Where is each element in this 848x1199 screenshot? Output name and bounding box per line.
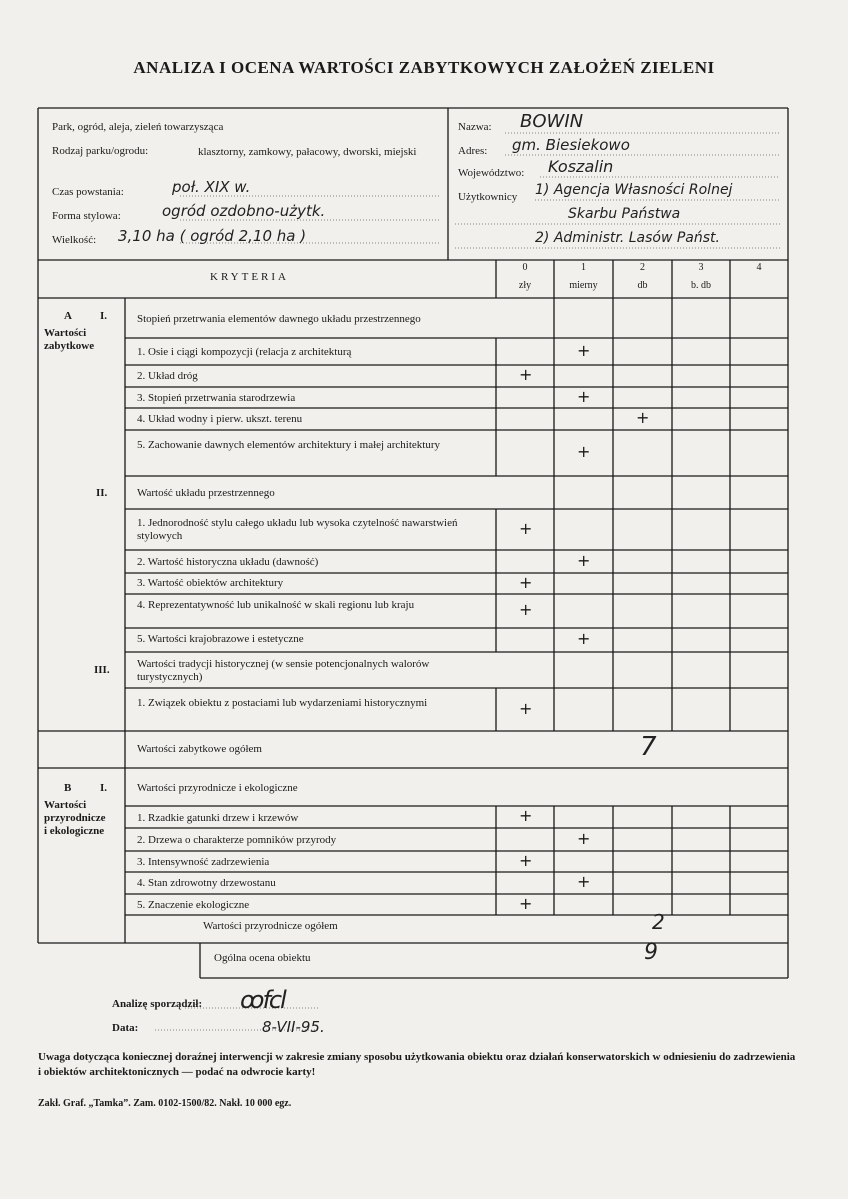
a1-item-5: 5. Zachowanie dawnych elementów architektury i małej architektury xyxy=(137,439,440,451)
mark-b-2: + xyxy=(577,828,591,848)
mark-a1-2: + xyxy=(519,365,533,384)
section-a-iii-roman: III. xyxy=(94,664,110,676)
forma-label: Forma stylowa: xyxy=(52,210,121,222)
date-value: 8-VII-95. xyxy=(262,1018,325,1036)
nazwa-label: Nazwa: xyxy=(458,121,492,133)
uzytkownicy-value-3: 2) Administr. Lasów Państ. xyxy=(535,230,720,246)
adres-value: gm. Biesiekowo xyxy=(512,136,630,154)
mark-a1-5: + xyxy=(577,442,591,461)
a2-item-3: 3. Wartość obiektów architektury xyxy=(137,577,284,589)
page-title: ANALIZA I OCENA WARTOŚCI ZABYTKOWYCH ZAŁOŻEŃ ZIELENI xyxy=(133,58,715,77)
col-num-1: 1 xyxy=(581,262,586,273)
mark-a2-4: + xyxy=(519,600,533,619)
wielkosc-value: 3,10 ha ( ogród 2,10 ha ) xyxy=(118,227,307,245)
group-a1-title: Stopień przetrwania elementów dawnego układu przestrzennego xyxy=(137,313,421,325)
mark-a1-3: + xyxy=(577,386,591,406)
a2-item-1: 1. Jednorodność stylu całego układu lub wysoka czytelność nawarstwień stylowych xyxy=(137,517,458,542)
col-num-3: 3 xyxy=(698,262,704,273)
col-num-4: 4 xyxy=(756,262,762,273)
a2-item-4: 4. Reprezentatywność lub unikalność w skali regionu lub kraju xyxy=(137,599,415,611)
mark-b-1: + xyxy=(519,806,533,825)
section-b-name: Wartości przyrodnicze i ekologiczne xyxy=(44,799,106,837)
a2-item-5: 5. Wartości krajobrazowe i estetyczne xyxy=(137,633,304,645)
b-item-1: 1. Rzadkie gatunki drzew i krzewów xyxy=(137,812,299,824)
col-name-0: zły xyxy=(518,280,532,291)
section-a-ii-roman: II. xyxy=(96,487,108,499)
b-item-4: 4. Stan zdrowotny drzewostanu xyxy=(137,877,276,889)
rodzaj-label: Rodzaj parku/ogrodu: xyxy=(52,145,149,157)
a1-item-4: 4. Układ wodny i pierw. ukszt. terenu xyxy=(137,413,303,425)
adres-label: Adres: xyxy=(458,145,488,157)
mark-a2-3: + xyxy=(519,572,533,592)
analiza-label: Analizę sporządził: xyxy=(112,998,203,1010)
section-a-total-value: 7 xyxy=(640,732,657,762)
wojewodztwo-value: Koszalin xyxy=(548,157,614,176)
section-a-name: Wartości zabytkowe xyxy=(44,327,95,352)
overall-label: Ogólna ocena obiektu xyxy=(214,952,311,964)
nazwa-value: BOWIN xyxy=(520,111,584,132)
mark-b-5: + xyxy=(519,893,533,913)
czas-value: poł. XIX w. xyxy=(172,178,251,196)
uzytkownicy-label: Użytkownicy xyxy=(458,191,518,203)
section-a-roman: I. xyxy=(100,310,108,322)
wielkosc-label: Wielkość: xyxy=(52,234,97,246)
b-item-3: 3. Intensywność zadrzewienia xyxy=(137,856,270,868)
a1-item-2: 2. Układ dróg xyxy=(137,370,198,382)
a1-item-1: 1. Osie i ciągi kompozycji (relacja z architekturą xyxy=(137,346,352,358)
uzytkownicy-value-1: 1) Agencja Własności Rolnej xyxy=(535,182,733,198)
mark-a1-4: + xyxy=(636,408,650,427)
wojewodztwo-label: Województwo: xyxy=(458,167,525,179)
col-num-2: 2 xyxy=(640,262,645,273)
group-a3-title: Wartości tradycji historycznej (w sensie potencjonalnych walorów turystycznych) xyxy=(137,658,430,683)
col-name-3: b. db xyxy=(691,280,711,291)
a2-item-2: 2. Wartość historyczna układu (dawność) xyxy=(137,556,319,568)
group-a2-title: Wartość układu przestrzennego xyxy=(137,487,275,499)
b-item-5: 5. Znaczenie ekologiczne xyxy=(137,899,250,911)
col-name-2: db xyxy=(637,280,648,291)
col-name-1: mierny xyxy=(569,280,598,291)
section-a-total-label: Wartości zabytkowe ogółem xyxy=(137,743,262,755)
mark-a3-1: + xyxy=(519,698,533,718)
print-info: Zakł. Graf. „Tamka”. Zam. 0102-1500/82. Nakł. 10 000 egz. xyxy=(38,1098,292,1109)
mark-a2-2: + xyxy=(577,550,591,570)
mark-a1-1: + xyxy=(577,340,591,360)
mark-a2-5: + xyxy=(577,629,591,648)
footer-note: Uwaga dotycząca koniecznej doraźnej interwencji w zakresie zmiany sposobu użytkowania obiektu oraz działań konserwatorskich w odniesieniu do zadrzewienia i obiektów architektonicznych — podać na odwrocie karty! xyxy=(38,1051,796,1078)
section-b-letter: B xyxy=(64,782,72,794)
section-a-letter: A xyxy=(64,310,72,322)
a1-item-3: 3. Stopień przetrwania starodrzewia xyxy=(137,392,296,404)
overall-value: 9 xyxy=(644,940,658,965)
section-b-total-value: 2 xyxy=(652,910,665,934)
data-label: Data: xyxy=(112,1022,139,1034)
park-label: Park, ogród, aleja, zieleń towarzysząca xyxy=(52,121,224,133)
mark-b-3: + xyxy=(519,850,533,870)
section-b-roman: I. xyxy=(100,782,108,794)
a3-item-1: 1. Związek obiektu z postaciami lub wydarzeniami historycznymi xyxy=(137,697,428,709)
group-b-title: Wartości przyrodnicze i ekologiczne xyxy=(137,782,298,794)
czas-label: Czas powstania: xyxy=(52,186,124,198)
col-num-0: 0 xyxy=(522,262,528,273)
kryteria-label: KRYTERIA xyxy=(210,271,289,283)
b-item-2: 2. Drzewa o charakterze pomników przyrody xyxy=(137,834,337,846)
rodzaj-options: klasztorny, zamkowy, pałacowy, dworski, miejski xyxy=(198,146,417,158)
section-b-total-label: Wartości przyrodnicze ogółem xyxy=(203,920,338,932)
mark-b-4: + xyxy=(577,872,591,891)
uzytkownicy-value-2: Skarbu Państwa xyxy=(568,206,681,222)
forma-value: ogród ozdobno-użytk. xyxy=(162,202,326,220)
mark-a2-1: + xyxy=(519,518,533,538)
signature: ꝏfcl xyxy=(240,986,285,1014)
